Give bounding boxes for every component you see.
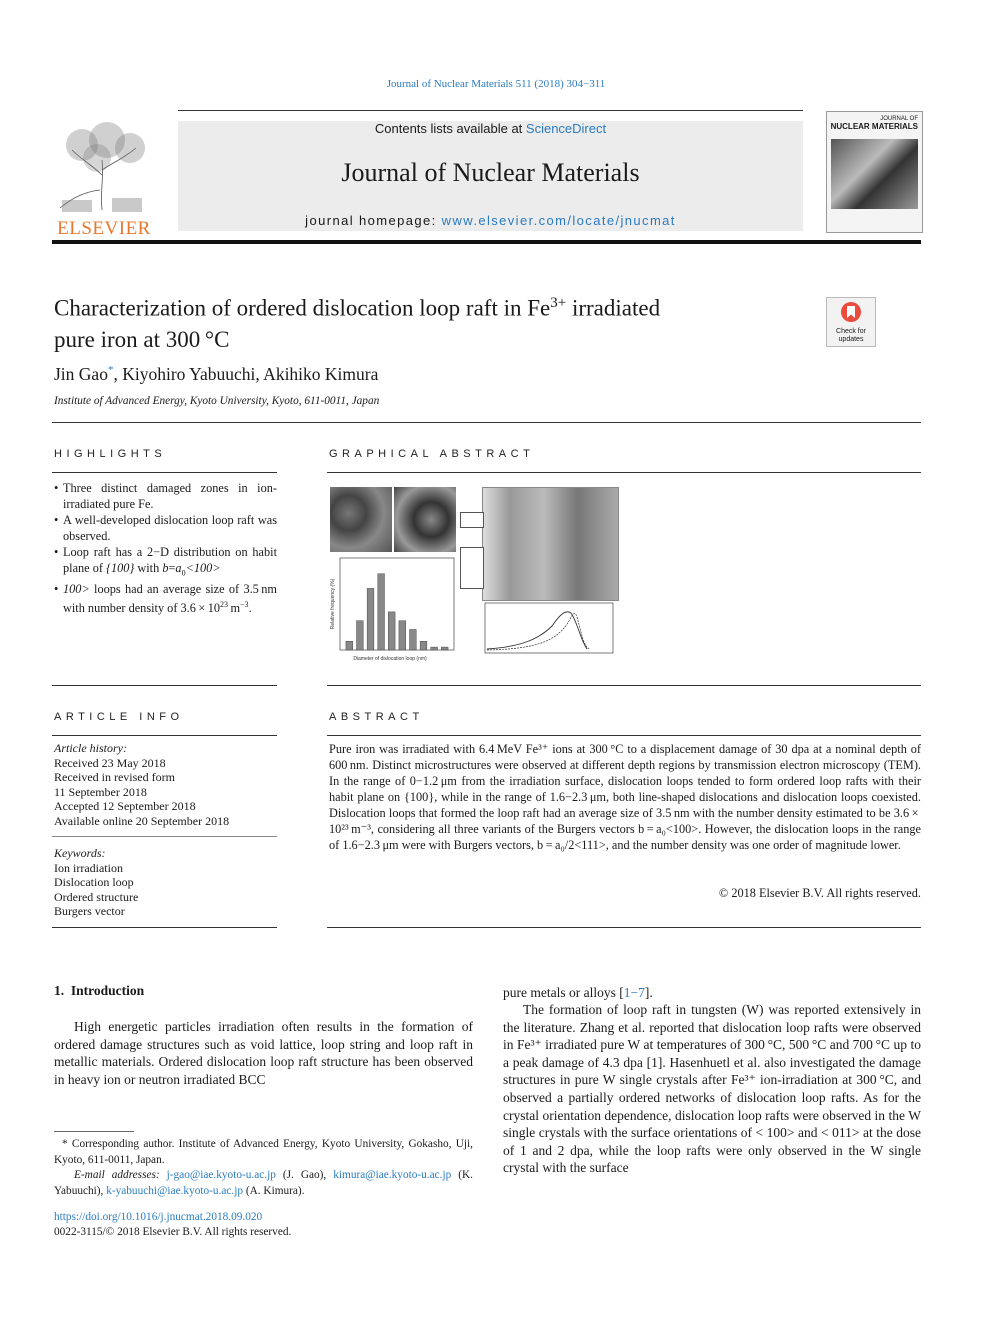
cover-image bbox=[831, 139, 918, 209]
abstract-text: Pure iron was irradiated with 6.4 MeV Fe³⁺ ions at 300 °C to a displacement damage of 30 dpa at a nominal depth of 600 nm. Distinct microstructures were observed at different depth regions by transmission electron microscopy (TEM). In the range of 0−1.2 μm from the irradiation surface, dislocation loops tended to form ordered loop rafts with their habit plane on {100}, while in the range of 1.6−2.3 μm, both line-shaped dislocations and dislocation loops coexisted. Dislocation loops that formed the loop raft had an average size of 3.5 nm with the number density estimated to be 3.6 × 10²³ m⁻³, considering all three variants of the Burgers vectors b = a₀<100>. However, the dislocation loops in the range of 1.6−2.3 μm were with Burgers vectors, b = a₀/2<111>, and the number density was one order of magnitude lower. bbox=[329, 742, 921, 852]
article-history bbox=[54, 741, 277, 829]
keywords-label: Keywords: bbox=[54, 846, 106, 860]
surface-label-box bbox=[460, 512, 484, 528]
check-updates-line1: Check for bbox=[836, 328, 866, 335]
intro-right-line1 bbox=[503, 984, 921, 1002]
unit-exp: −3 bbox=[240, 600, 249, 610]
title-superscript: 3+ bbox=[550, 295, 567, 311]
email-link[interactable]: k-yabuuchi@iae.kyoto-u.ac.jp bbox=[106, 1184, 244, 1197]
loop-size-histogram bbox=[330, 554, 458, 662]
equals: = bbox=[168, 561, 176, 575]
history-label: Article history: bbox=[54, 741, 127, 755]
email-owner: (A. Kimura). bbox=[243, 1184, 305, 1197]
graphical-abstract-bottom-rule bbox=[327, 685, 921, 686]
corresponding-author-mark[interactable]: * bbox=[107, 364, 114, 377]
intro-paragraph-2: The formation of loop raft in tungsten (W) was reported extensively in the literature. Zhang et al. reported that dislocation loop rafts were observed in Fe³⁺ irradiated pure W at temperatures of 300 °C, 500 °C and 700 °C up to a peak damage of 4.3 dpa [1]. Hasenhuetl et al. also investigated the damage structures in pure W single crystals after Fe³⁺ ion-irradiation at 300 °C, and observed a partially ordered networks of dislocation loop rafts. As for the crystal orientation dependence, dislocation loop rafts were observed in the W single crystals with the surface orientations of < 100> and < 011> at the dose of 1 and 2 dpa, while the loop rafts were only observed in the W single crystal with the surface bbox=[503, 1002, 921, 1176]
date-accepted: Accepted 12 September 2018 bbox=[54, 799, 196, 814]
tem-image-left bbox=[330, 487, 392, 552]
damage-region-box bbox=[460, 547, 484, 589]
highlight-text: Loop raft has a 2−D distribution on habit plane of bbox=[63, 545, 277, 575]
histogram-bar bbox=[410, 629, 417, 650]
cover-title-line2: NUCLEAR MATERIALS bbox=[830, 122, 918, 131]
article-info-bottom-rule bbox=[52, 927, 277, 928]
footnote-rule bbox=[54, 1131, 134, 1132]
elsevier-wordmark: ELSEVIER bbox=[57, 218, 151, 239]
histogram-bar bbox=[420, 641, 427, 650]
corresponding-footnote: * Corresponding author. Institute of Advanced Energy, Kyoto University, Gokasho, Uji, Kyoto, 611-0011, Japan. bbox=[54, 1138, 473, 1166]
author-list bbox=[54, 364, 378, 385]
highlight-text: with bbox=[134, 561, 163, 575]
histogram-bar bbox=[441, 647, 448, 650]
histogram-bar bbox=[399, 621, 406, 650]
article-info-heading: ARTICLE INFO bbox=[54, 711, 184, 723]
histogram-bar bbox=[431, 647, 438, 650]
date-received: Received 23 May 2018 bbox=[54, 755, 166, 770]
habit-plane: {100} bbox=[106, 561, 135, 575]
highlight-text: A well-developed dislocation loop raft was observed. bbox=[63, 513, 277, 543]
highlight-item bbox=[54, 480, 277, 512]
highlights-rule bbox=[52, 472, 277, 473]
title-line2: pure iron at 300 °C bbox=[54, 326, 230, 352]
elsevier-tree-icon bbox=[52, 120, 156, 215]
loop-type: 100> bbox=[63, 582, 90, 597]
affiliation: Institute of Advanced Energy, Kyoto University, Kyoto, 611-0011, Japan bbox=[54, 395, 380, 407]
density-exp: 23 bbox=[220, 600, 229, 610]
date-revised: 11 September 2018 bbox=[54, 784, 147, 799]
abstract-copyright: © 2018 Elsevier B.V. All rights reserved. bbox=[718, 886, 921, 900]
article-info-rule bbox=[52, 735, 277, 736]
author-gao[interactable]: Jin Gao bbox=[54, 364, 108, 384]
intro-text: ]. bbox=[644, 985, 653, 1000]
burgers-dir: <100> bbox=[185, 561, 221, 575]
issn-copyright: 0022-3115/© 2018 Elsevier B.V. All rights reserved. bbox=[54, 1226, 292, 1238]
doi-link[interactable]: https://doi.org/10.1016/j.jnucmat.2018.09.020 bbox=[54, 1211, 263, 1223]
journal-cover[interactable] bbox=[826, 111, 923, 233]
histogram-bar bbox=[388, 612, 395, 650]
email-link[interactable]: kimura@iae.kyoto-u.ac.jp bbox=[333, 1169, 452, 1181]
check-for-updates-button[interactable] bbox=[826, 297, 876, 347]
keyword-item: Dislocation loop bbox=[54, 875, 134, 890]
highlights-bottom-rule bbox=[52, 685, 277, 686]
graphical-abstract-rule bbox=[327, 472, 921, 473]
contents-prefix: Contents lists available at bbox=[374, 121, 526, 136]
keyword-item: Burgers vector bbox=[54, 904, 125, 919]
abstract-bottom-rule bbox=[327, 927, 921, 928]
histogram-xlabel: Diameter of dislocation loop (nm) bbox=[353, 656, 427, 662]
intro-text: pure metals or alloys [ bbox=[503, 985, 624, 1000]
header-top-rule bbox=[178, 110, 803, 111]
highlight-text: Three distinct damaged zones in ion-irradiated pure Fe. bbox=[63, 481, 277, 511]
journal-name[interactable]: Journal of Nuclear Materials bbox=[341, 158, 640, 187]
journal-homepage bbox=[178, 213, 803, 228]
dpa-curve bbox=[487, 612, 587, 649]
homepage-link[interactable]: www.elsevier.com/locate/jnucmat bbox=[441, 213, 676, 228]
graphical-abstract-heading: GRAPHICAL ABSTRACT bbox=[329, 448, 535, 460]
keywords bbox=[54, 846, 277, 919]
damage-depth-profile bbox=[477, 601, 617, 661]
reference-link[interactable]: 1−7 bbox=[623, 985, 645, 1000]
unit-m: m bbox=[228, 601, 241, 616]
abstract-heading: ABSTRACT bbox=[329, 711, 424, 723]
highlight-item bbox=[54, 544, 277, 581]
cover-title-line1: JOURNAL OF bbox=[880, 116, 918, 122]
highlights-list bbox=[54, 480, 277, 617]
check-updates-line2: updates bbox=[838, 336, 864, 343]
tem-image-mid bbox=[394, 487, 456, 552]
period: . bbox=[248, 601, 252, 616]
intro-paragraph-1: High energetic particles irradiation often results in the formation of ordered damage structures such as void lattice, loop string and loop raft in metallic materials. Ordered dislocation loop raft structure has been observed in heavy ion or neutron irradiated BCC bbox=[54, 1019, 473, 1087]
lattice-sub: 0 bbox=[181, 568, 186, 578]
contents-line bbox=[178, 121, 803, 136]
section-title: Introduction bbox=[70, 983, 145, 998]
section-heading-introduction bbox=[54, 983, 144, 999]
footnote bbox=[54, 1137, 473, 1199]
article-title bbox=[54, 288, 794, 355]
fe-concentration-curve bbox=[487, 614, 589, 650]
authors-rest: , Kiyohiro Yabuuchi, Akihiko Kimura bbox=[113, 364, 379, 384]
highlight-text: loops had an average size of 3.5 nm with number density of 3.6 × 10 bbox=[63, 582, 277, 616]
email-link[interactable]: j-gao@iae.kyoto-u.ac.jp bbox=[166, 1169, 276, 1181]
email-owner: (K. Yabuuchi), bbox=[54, 1169, 473, 1197]
cross-section-image bbox=[482, 487, 619, 601]
history-keywords-rule bbox=[52, 836, 277, 837]
keyword-item: Ion irradiation bbox=[54, 860, 123, 875]
histogram-ylabel: Relative frequency (%) bbox=[330, 578, 336, 630]
title-part2: irradiated bbox=[566, 295, 661, 321]
highlight-item bbox=[54, 512, 277, 544]
email-footnote bbox=[54, 1168, 473, 1199]
highlights-heading: HIGHLIGHTS bbox=[54, 448, 167, 460]
email-label: E-mail addresses: bbox=[74, 1169, 167, 1181]
histogram-bar bbox=[367, 588, 374, 650]
burgers-b: b bbox=[162, 561, 169, 575]
keyword-item: Ordered structure bbox=[54, 889, 139, 904]
homepage-prefix: journal homepage: bbox=[305, 213, 442, 228]
date-online: Available online 20 September 2018 bbox=[54, 813, 230, 828]
affiliation-rule bbox=[52, 422, 921, 423]
histogram-bar bbox=[346, 641, 353, 650]
journal-citation[interactable]: Journal of Nuclear Materials 511 (2018) 304−311 bbox=[386, 78, 606, 90]
histogram-bar bbox=[378, 574, 385, 650]
elsevier-logo[interactable] bbox=[52, 120, 156, 239]
sciencedirect-link[interactable]: ScienceDirect bbox=[525, 121, 607, 136]
date-revised-label: Received in revised form bbox=[54, 770, 175, 785]
graphical-abstract-figure[interactable] bbox=[330, 487, 617, 662]
lattice-a: a bbox=[175, 561, 182, 575]
title-part1: Characterization of ordered dislocation loop raft in Fe bbox=[54, 295, 551, 321]
abstract-rule bbox=[327, 735, 921, 736]
section-number: 1. bbox=[54, 983, 65, 998]
header-bottom-rule bbox=[52, 240, 921, 244]
email-owner: (J. Gao), bbox=[275, 1169, 334, 1181]
histogram-bar bbox=[357, 621, 364, 650]
bookmark-icon bbox=[840, 301, 862, 323]
profile-frame bbox=[485, 603, 613, 653]
highlight-item bbox=[54, 581, 277, 616]
